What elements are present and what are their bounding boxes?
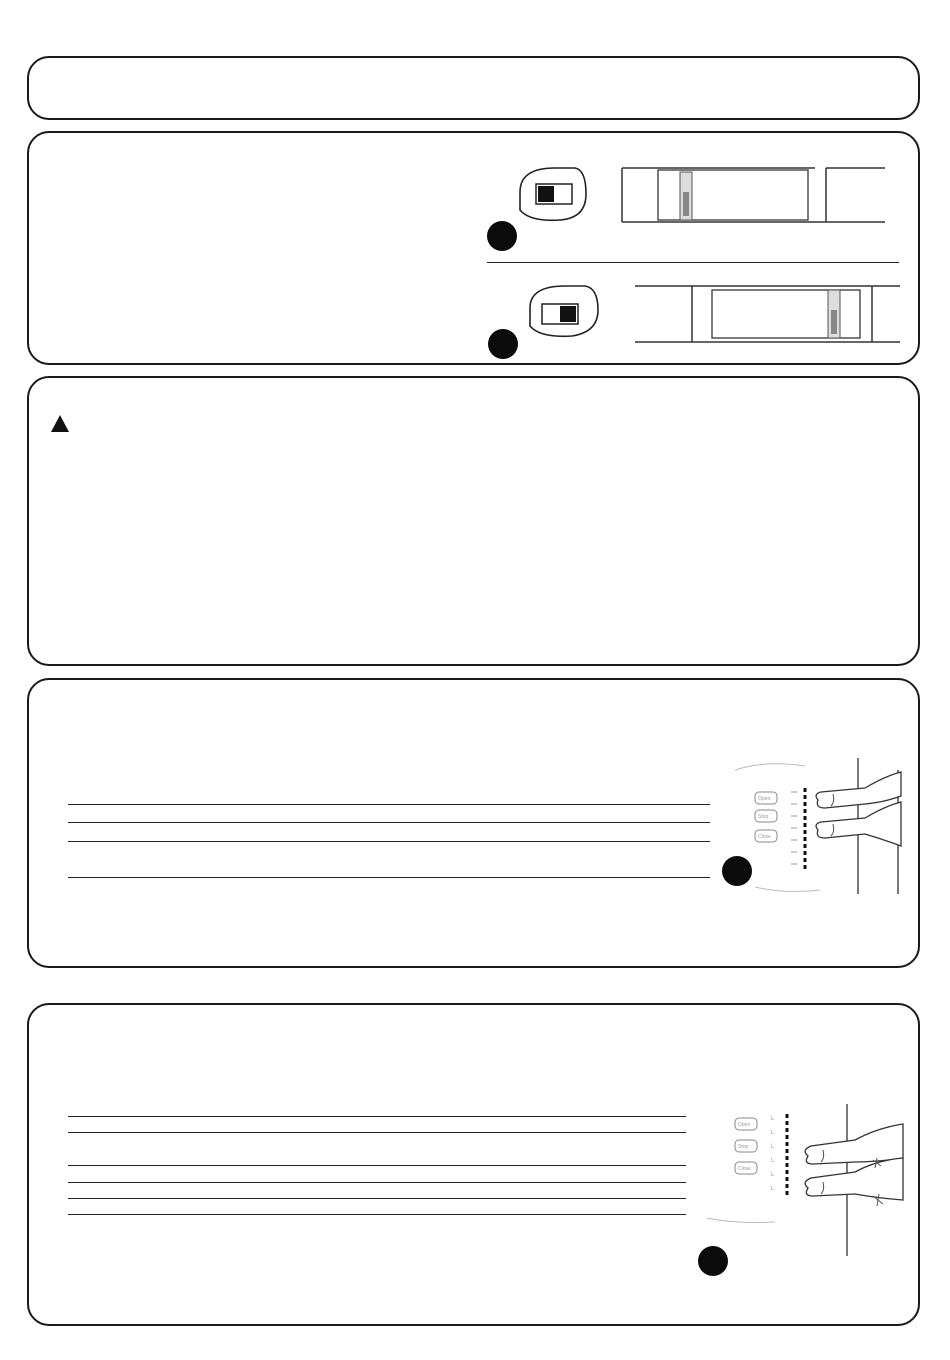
svg-text:L: L — [771, 1130, 775, 1136]
control-panel-figure-1 — [725, 752, 905, 897]
figure-badge-2 — [488, 329, 518, 359]
table-2-row-line — [68, 1165, 686, 1166]
table-2-row-line — [68, 1214, 686, 1215]
switch-knob — [538, 186, 554, 202]
warning-panel — [27, 376, 920, 666]
svg-text:L: L — [771, 1116, 775, 1122]
table-1-row-line — [68, 877, 710, 878]
svg-text:Stop: Stop — [738, 1144, 749, 1150]
figure-divider — [487, 262, 899, 263]
svg-text:Close: Close — [738, 1166, 751, 1172]
svg-text:L: L — [771, 1186, 775, 1192]
table-2-row-line — [68, 1198, 686, 1199]
svg-text:L: L — [771, 1144, 775, 1150]
control-panel-figure-2 — [705, 1100, 905, 1260]
table-2-row-line — [68, 1182, 686, 1183]
table-1-row-line — [68, 841, 710, 842]
mode-figure-2 — [480, 280, 900, 360]
svg-text:L: L — [771, 1172, 775, 1178]
table-1-row-line — [68, 804, 710, 805]
mode-figure-1 — [480, 160, 900, 260]
warning-triangle-icon — [50, 414, 70, 434]
table-1-row-line — [68, 822, 710, 823]
table-2-row-line — [68, 1132, 686, 1133]
svg-text:L: L — [771, 1158, 775, 1164]
header-panel — [27, 56, 920, 120]
svg-text:Open: Open — [738, 1122, 751, 1128]
svg-text:Open: Open — [758, 796, 771, 802]
table-2-row-line — [68, 1116, 686, 1117]
figure-badge-3 — [722, 856, 752, 886]
figure-badge-1 — [487, 221, 517, 251]
svg-text:Close: Close — [758, 834, 771, 840]
figure-badge-4 — [698, 1246, 728, 1276]
svg-text:Stop: Stop — [758, 814, 769, 820]
